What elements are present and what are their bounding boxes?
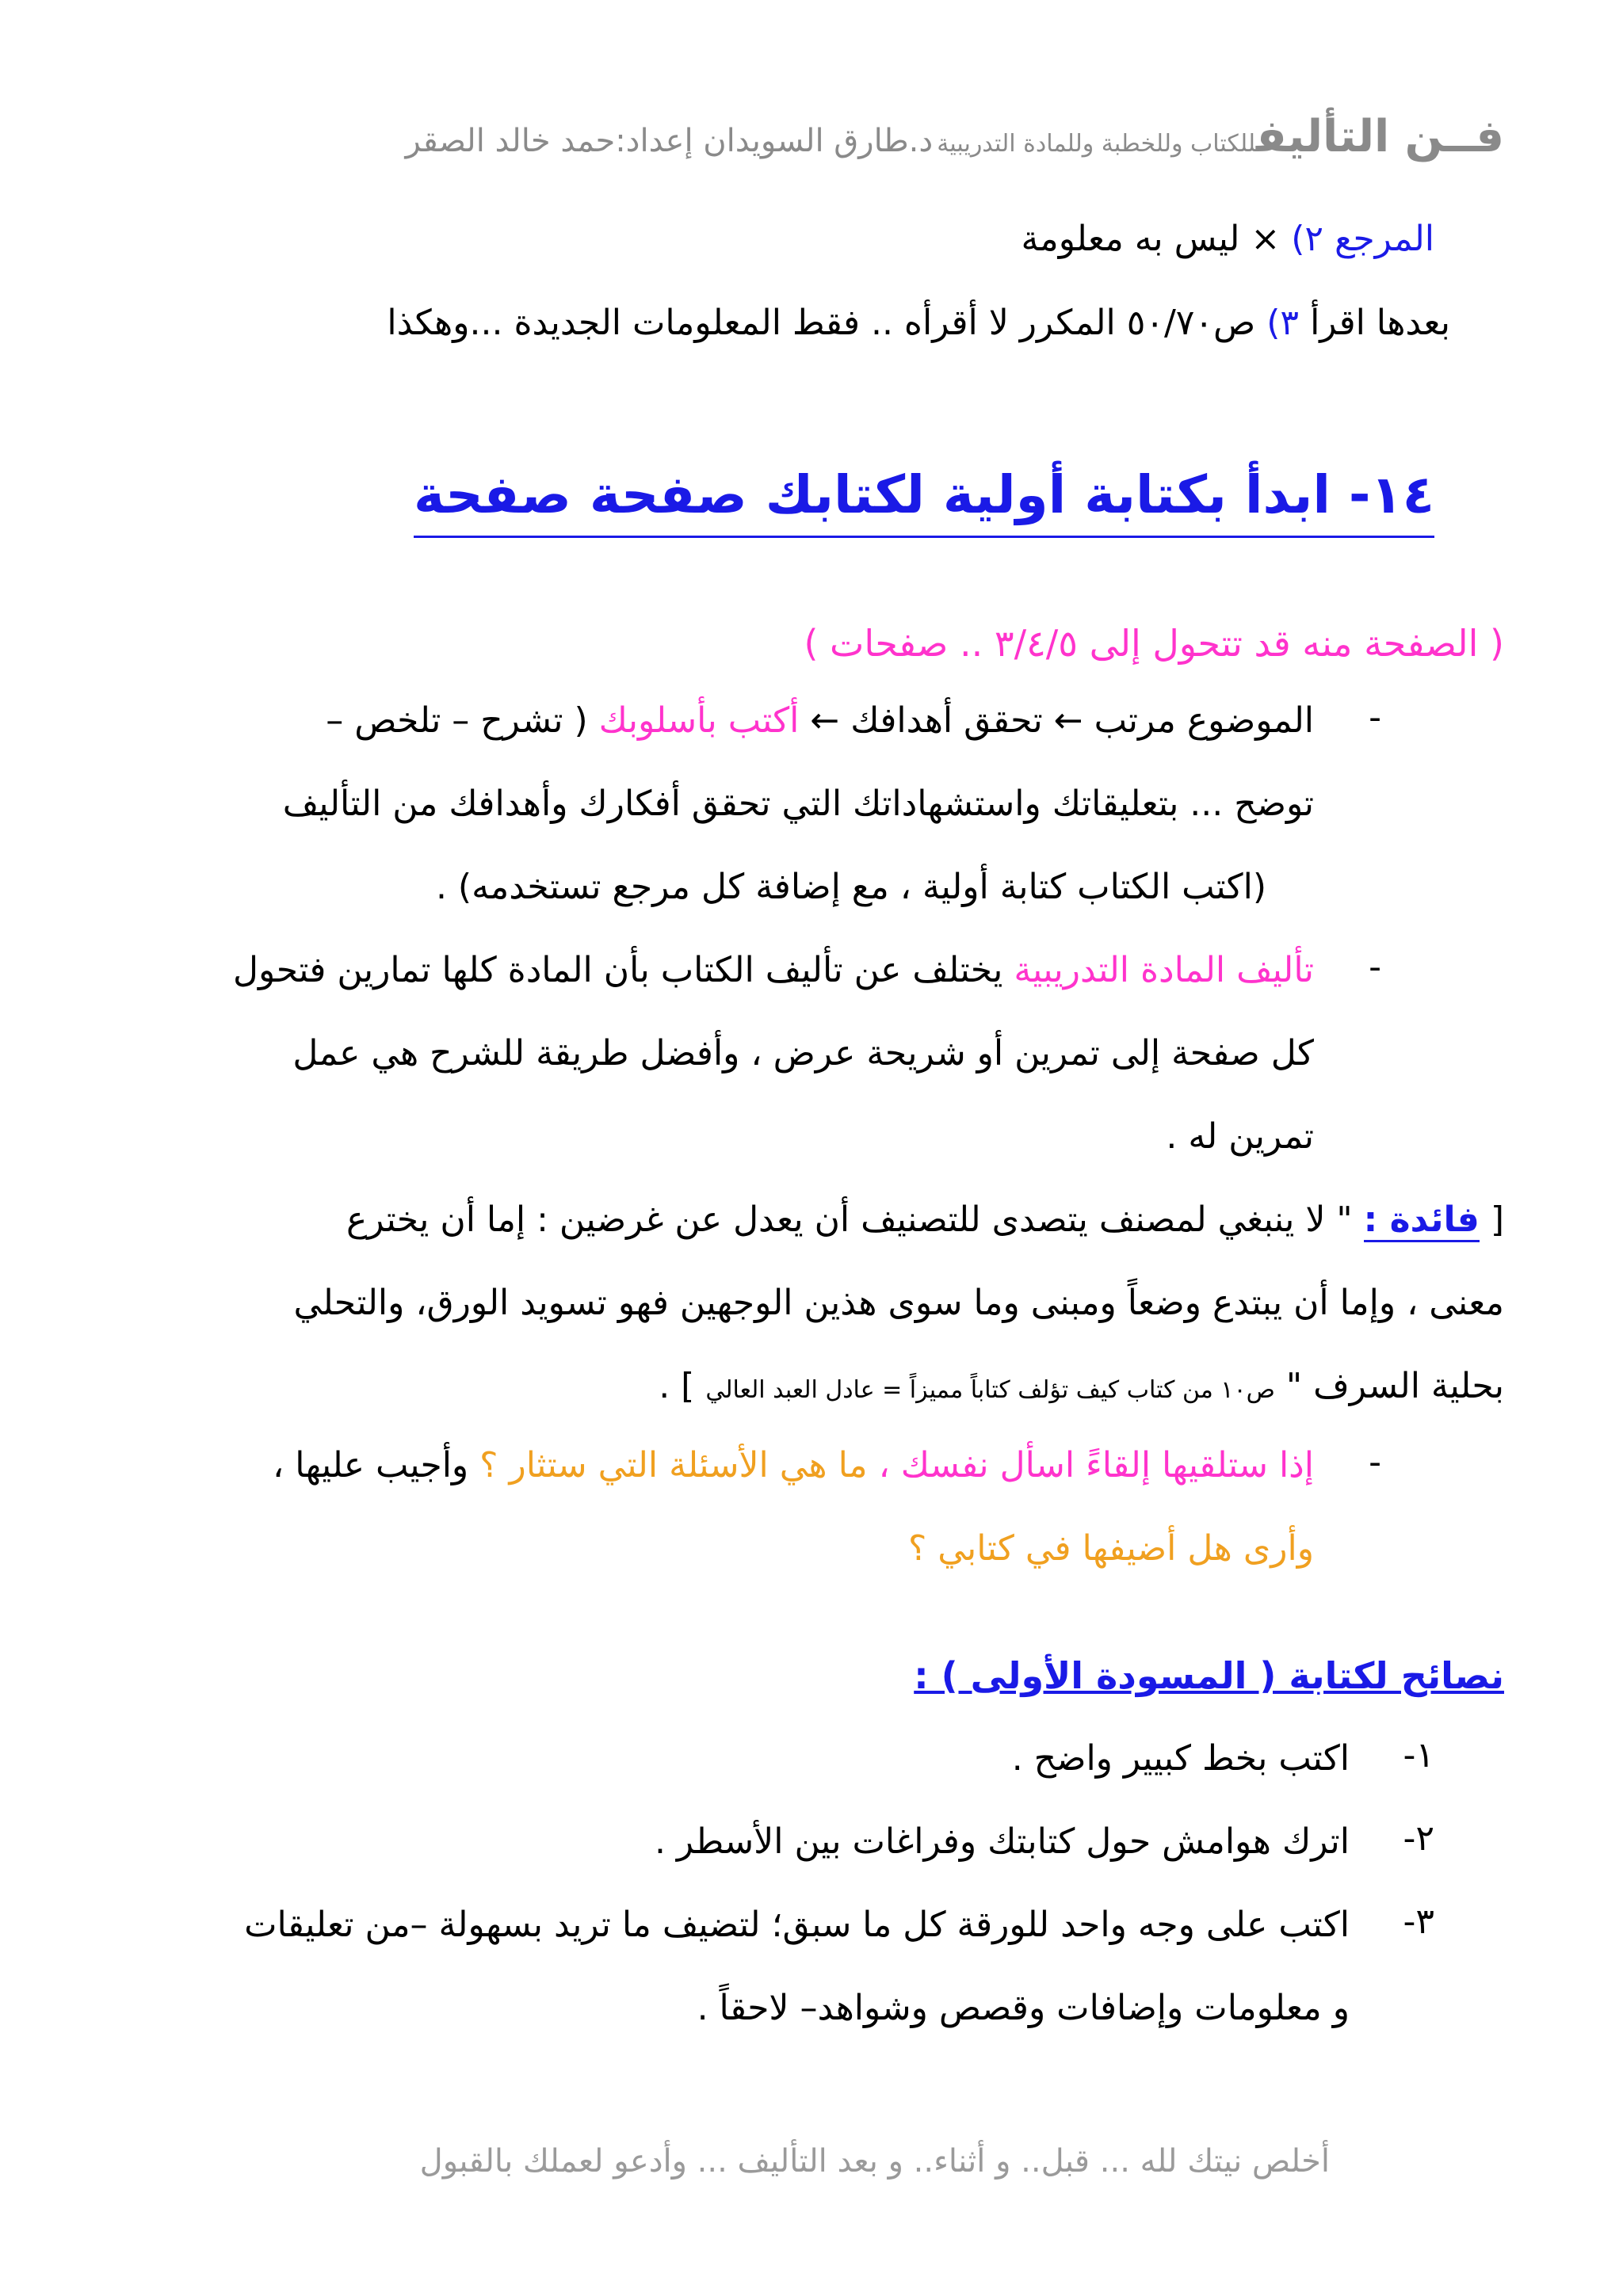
faida-line-1 <box>346 1196 1504 1244</box>
faida-citation: ص١٠ من كتاب كيف تؤلف كتاباً مميزاً = عادل العبد العالي <box>705 1376 1275 1404</box>
bullet-2-line-1 <box>233 947 1314 994</box>
tip-1-text: اكتب بخط كبيير واضح . <box>1011 1738 1350 1779</box>
page-footer: أخلص نيتك لله ... قبل.. و أثناء.. و بعد التأليف ... وأدعو لعملك بالقبول <box>419 2143 1330 2180</box>
reference-3-text: ص٥٠/٧٠ المكرر لا أقرأه .. فقط المعلومات الجديدة ...وهكذا <box>387 303 1256 343</box>
reference-2-line <box>1022 215 1434 263</box>
tip-2-number: ٢- <box>1403 1818 1434 1859</box>
tip-3-text: اكتب على وجه واحد للورقة كل ما سبق؛ لتضيف ما تريد بسهولة –من تعليقات <box>244 1905 1350 1945</box>
bullet-3-dash: - <box>1369 1442 1381 1482</box>
bullet-1-line-1 <box>326 697 1314 745</box>
faida-label-text: فائدة <box>1389 1199 1480 1240</box>
faida-line-2: معنى ، وإما أن يبتدع وضعاً ومبنى وما سوى هذين الوجهين فهو تسويد الورق، والتحلي <box>293 1283 1504 1323</box>
bullet-2-line-2: كل صفحة إلى تمرين أو شريحة عرض ، وأفضل طريقة للشرح هي عمل <box>292 1033 1314 1074</box>
bullet-1-highlight: أكتب بأسلوبك <box>598 700 800 741</box>
tip-2-text: اترك هوامش حول كتابتك وفراغات بين الأسطر . <box>654 1821 1350 1862</box>
bullet-2-highlight: تأليف المادة التدريبية <box>1014 950 1314 990</box>
bullet-3-line-2: وأرى هل أضيفها في كتابي ؟ <box>907 1528 1314 1569</box>
faida-colon: : <box>1363 1199 1378 1240</box>
book-author: د.طارق السويدان إعداد:حمد خالد الصقر <box>405 123 934 159</box>
book-title: فــن التأليف <box>1255 111 1504 162</box>
reference-3-label: ٣) <box>1266 303 1300 343</box>
faida-text-3a: بحلية السرف " <box>1285 1366 1504 1406</box>
section-heading: ١٤- ابدأ بكتابة أولية لكتابك صفحة صفحة <box>414 460 1434 538</box>
pages-note: ( الصفحة منه قد تتحول إلى ٣/٤/٥ .. صفحات ) <box>804 622 1504 665</box>
tip-1-number: ١- <box>1403 1735 1434 1775</box>
running-header <box>119 111 1504 162</box>
bullet-2-line-3: تمرين له . <box>1166 1116 1314 1157</box>
tip-3-number: ٣- <box>1403 1901 1434 1942</box>
bullet-1-dash: - <box>1369 697 1381 738</box>
reference-3-pre: بعدها اقرأ <box>1310 303 1450 343</box>
bullet-3-text-c: وأجيب عليها ، <box>273 1445 469 1486</box>
bullet-1-text-a: الموضوع مرتب ← تحقق أهدافك ← <box>810 700 1314 741</box>
bullet-2-dash: - <box>1369 947 1381 987</box>
book-subtitle: للكتاب وللخطبة وللمادة التدريبية <box>937 130 1256 158</box>
faida-line-3 <box>659 1363 1504 1414</box>
bullet-3-highlight-a: إذا ستلقيها إلقاءً اسأل نفسك ، <box>878 1445 1314 1486</box>
faida-open-bracket: [ <box>1490 1199 1504 1240</box>
reference-2-text: × ليس به معلومة <box>1021 219 1281 259</box>
tip-3-text-continued: و معلومات وإضافات وقصص وشواهد– لاحقاً . <box>697 1988 1350 2028</box>
bullet-3-highlight-b: ما هي الأسئلة التي ستثار ؟ <box>479 1445 868 1486</box>
tips-heading: نصائح لكتابة ( المسودة الأولى ) : <box>914 1654 1504 1697</box>
reference-3-line <box>387 299 1450 347</box>
bullet-1-line-3: (اكتب الكتاب كتابة أولية ، مع إضافة كل مرجع تستخدمه) . <box>435 867 1266 907</box>
faida-text-1: " لا ينبغي لمصنف يتصدى للتصنيف أن يعدل عن غرضين : إما أن يخترع <box>346 1199 1353 1240</box>
bullet-1-line-2: توضح ... بتعليقاتك واستشهاداتك التي تحقق أفكارك وأهدافك من التأليف <box>282 784 1314 824</box>
reference-2-label: المرجع ٢) <box>1291 219 1434 259</box>
bullet-3-line-1 <box>273 1442 1314 1489</box>
faida-label <box>1364 1199 1480 1242</box>
faida-close: ] . <box>659 1366 695 1406</box>
bullet-2-text-b: يختلف عن تأليف الكتاب بأن المادة كلها تمارين فتحول <box>233 950 1003 990</box>
bullet-1-text-c: ( تشرح – تلخص – <box>326 700 588 741</box>
